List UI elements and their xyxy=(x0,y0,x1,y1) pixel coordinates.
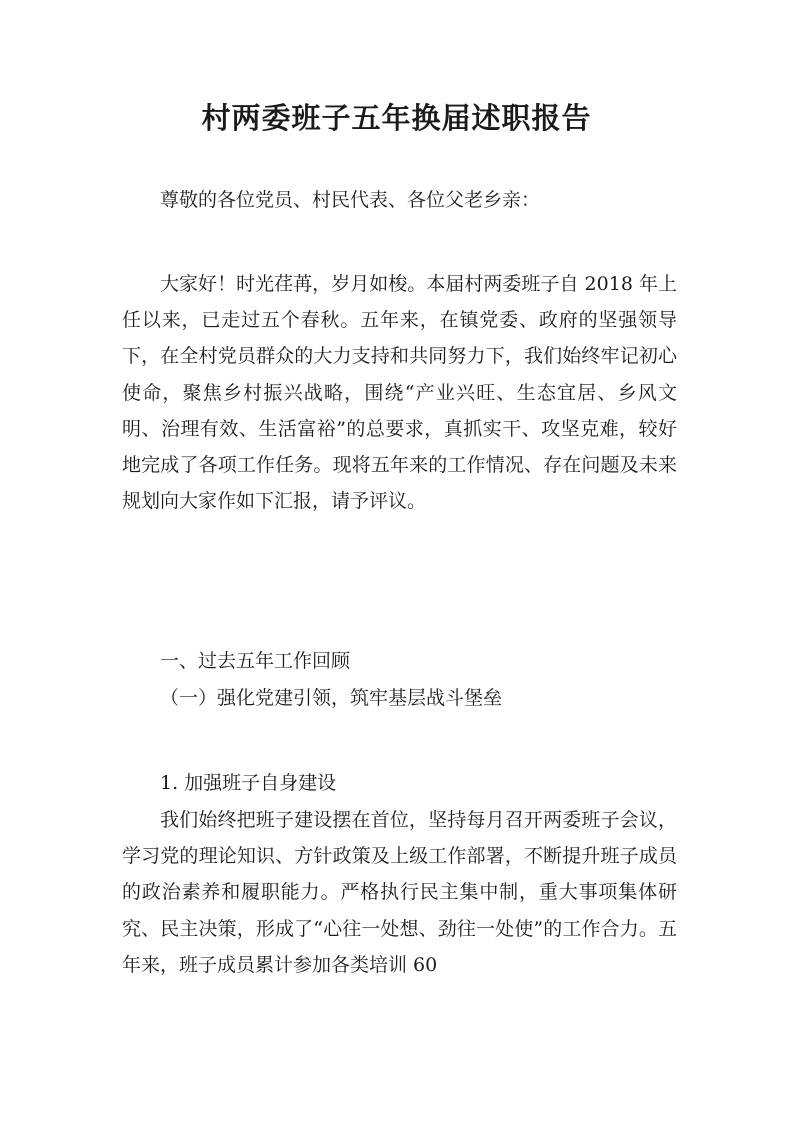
subsection-heading: （一）强化党建引领，筑牢基层战斗堡垒 xyxy=(160,687,503,709)
item-heading: 1. 加强班子自身建设 xyxy=(160,772,337,794)
salutation: 尊敬的各位党员、村民代表、各位父老乡亲： xyxy=(160,189,541,211)
document-title: 村两委班子五年换届述职报告 xyxy=(201,101,592,135)
intro-paragraph: 大家好！时光荏苒，岁月如梭。本届村两委班子自 2018 年上任以来，已走过五个春秋。五年来，在镇党委、政府的坚强领导下，在全村党员群众的大力支持和共同努力下，我们始终牢记初心使命，聚焦乡村振兴战略，围绕“产业兴旺、生态宜居、乡风文明、治理有效、生活富裕”的总要求，真抓实干、攻坚克难，较好地完成了各项工作任务。现将五年来的工作情况、存在问题及未来规划向大家作如下汇报，请予评议。 xyxy=(122,273,677,513)
body-paragraph: 我们始终把班子建设摆在首位，坚持每月召开两委班子会议，学习党的理论知识、方针政策及上级工作部署，不断提升班子成员的政治素养和履职能力。严格执行民主集中制，重大事项集体研究、民主决策，形成了“心往一处想、劲往一处使”的工作合力。五年来，班子成员累计参加各类培训 60 xyxy=(122,809,677,976)
section-heading: 一、过去五年工作回顾 xyxy=(160,650,351,672)
